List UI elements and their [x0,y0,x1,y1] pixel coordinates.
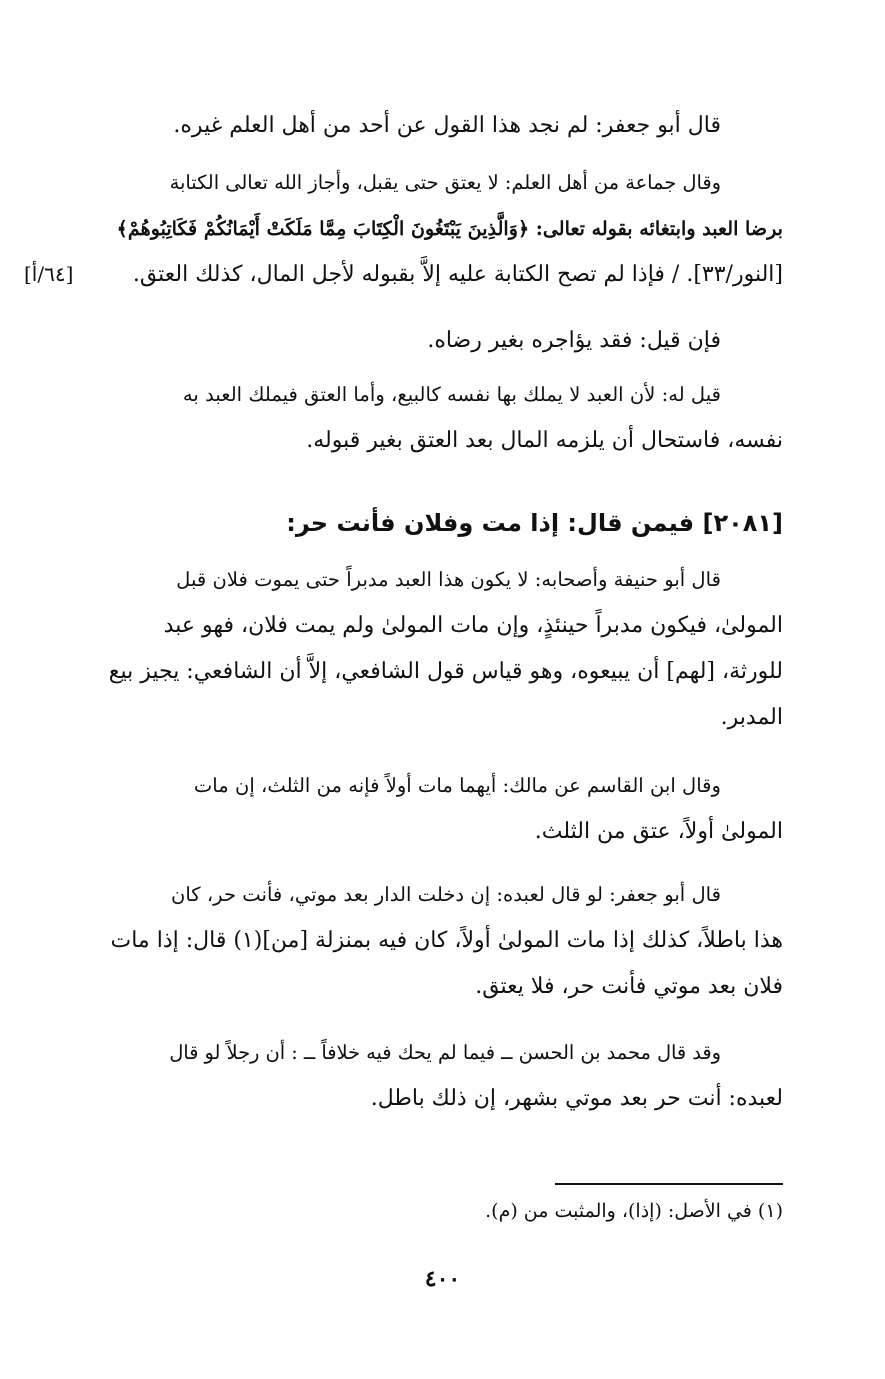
paragraph-2 [102,160,783,298]
paragraph-line: وقال جماعة من أهل العلم: لا يعتق حتى يقبل، وأجاز الله تعالى الكتابة [169,171,721,194]
paragraph-line: قال أبو جعفر: لو قال لعبده: إن دخلت الدار بعد موتي، فأنت حر، كان [170,883,721,906]
paragraph-line: وقال ابن القاسم عن مالك: أيهما مات أولاً فإنه من الثلث، إن مات [193,774,721,797]
footnote-separator [555,1183,783,1185]
paragraph-line: فلان بعد موتي فأنت حر، فلا يعتق. [475,974,783,999]
paragraph-line: فإن قيل: فقد يؤاجره بغير رضاه. [427,328,721,353]
paragraph-line: المولىٰ أولاً، عتق من الثلث. [534,819,783,844]
paragraph-line: هذا باطلاً، كذلك إذا مات المولىٰ أولاً، كان فيه بمنزلة [من](١) قال: إذا مات [110,928,783,953]
paragraph-6 [102,763,783,855]
manuscript-folio-reference: [٦٤/أ] [24,262,74,286]
paragraph-line: قال أبو حنيفة وأصحابه: لا يكون هذا العبد مدبراً حتى يموت فلان قبل [176,568,721,591]
quran-verse-line: برضا العبد وابتغائه بقوله تعالى: ﴿وَالَّذِينَ يَبْتَغُونَ الْكِتَابَ مِمَّا مَلَكَتْ أَيْمَانُكُمْ فَكَاتِبُوهُمْ﴾ [116,217,783,240]
paragraph-line: نفسه، فاستحال أن يلزمه المال بعد العتق بغير قبوله. [306,428,783,453]
paragraph-line: المدبر. [720,705,783,730]
footnote: (١) في الأصل: (إذا)، والمثبت من (م). [485,1200,783,1222]
paragraph-3 [102,318,783,364]
paragraph-line: [النور/٣٣]. / فإذا لم تصح الكتابة عليه إلاَّ بقبوله لأجل المال، كذلك العتق. [132,262,783,287]
paragraph-line: قيل له: لأن العبد لا يملك بها نفسه كالبيع، وأما العتق فيملك العبد به [182,383,721,406]
paragraph-7 [102,872,783,1010]
paragraph-4 [102,372,783,464]
page-number: ٤٠٠ [424,1266,461,1292]
paragraph-line: وقد قال محمد بن الحسن ــ فيما لم يحك فيه خلافاً ــ : أن رجلاً لو قال [169,1041,721,1064]
paragraph-line: المولىٰ، فيكون مدبراً حينئذٍ، وإن مات المولىٰ ولم يمت فلان، فهو عبد [163,613,783,638]
paragraph-5 [102,557,783,741]
paragraph-line: قال أبو جعفر: لم نجد هذا القول عن أحد من أهل العلم غيره. [173,113,721,138]
paragraph-8 [102,1030,783,1122]
paragraph-line: للورثة، [لهم] أن يبيعوه، وهو قياس قول الشافعي، إلاَّ أن الشافعي: يجيز بيع [108,659,783,684]
paragraph-1 [102,103,783,149]
paragraph-line: لعبده: أنت حر بعد موتي بشهر، إن ذلك باطل. [370,1086,783,1111]
section-heading: [٢٠٨١] فيمن قال: إذا مت وفلان فأنت حر: [286,509,783,537]
